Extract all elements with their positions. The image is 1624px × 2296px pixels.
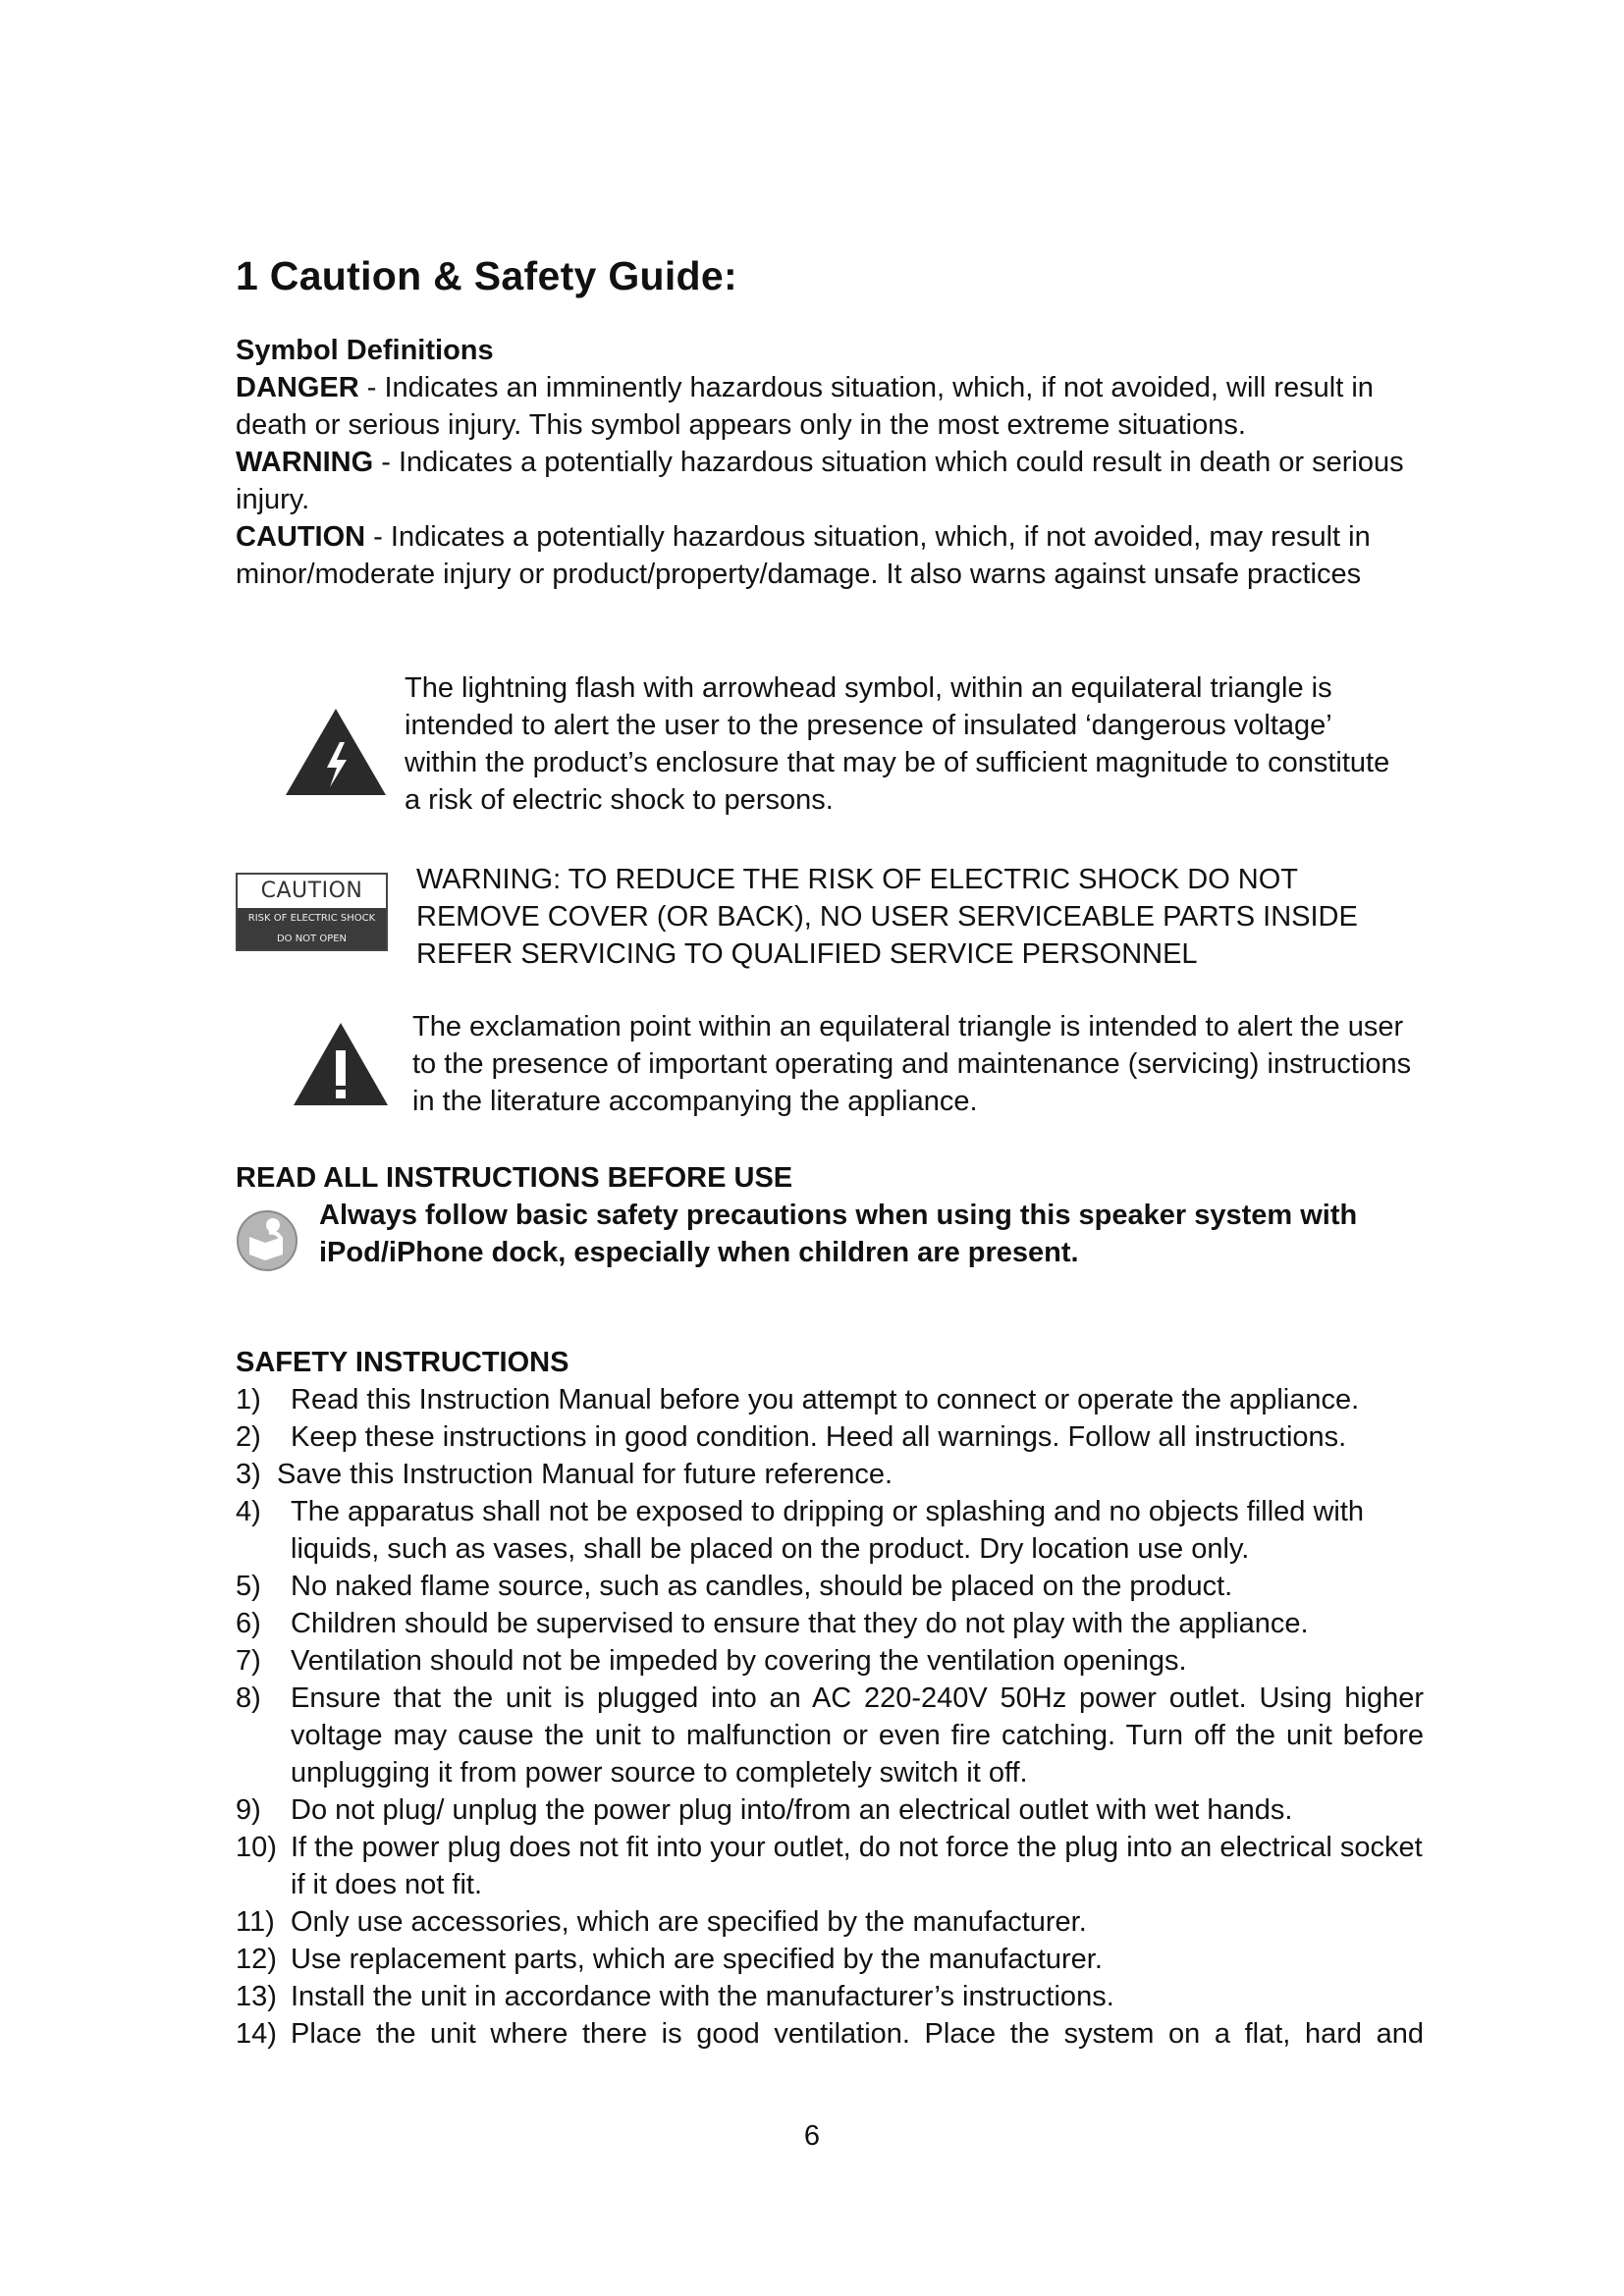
item-number: 8)	[236, 1682, 261, 1714]
item-number: 6)	[236, 1608, 261, 1639]
list-item	[236, 1493, 1424, 1568]
list-item	[236, 1680, 1424, 1791]
item-text: Read this Instruction Manual before you attempt to connect or operate the appliance.	[291, 1384, 1360, 1415]
caution-symbol-text: WARNING: TO REDUCE THE RISK OF ELECTRIC SHOCK DO NOT REMOVE COVER (OR BACK), NO USER SERVICEABLE PARTS INSIDE REFER SERVICING TO QUALIFIED SERVICE PERSONNEL	[416, 864, 1358, 970]
caution-text: - Indicates a potentially hazardous situation, which, if not avoided, may result in minor/moderate injury or product/property/damage. It also warns against unsafe practices	[236, 521, 1371, 590]
item-text: Use replacement parts, which are specified by the manufacturer.	[291, 1944, 1103, 1975]
item-text: Save this Instruction Manual for future reference.	[277, 1459, 893, 1490]
item-number: 3)	[236, 1459, 261, 1490]
danger-text: - Indicates an imminently hazardous situation, which, if not avoided, will result in death or serious injury. This symbol appears only in the most extreme situations.	[236, 372, 1374, 441]
caution-term: CAUTION	[236, 521, 366, 553]
item-text: Children should be supervised to ensure that they do not play with the appliance.	[291, 1608, 1309, 1639]
read-all-title: READ ALL INSTRUCTIONS BEFORE USE	[236, 1162, 793, 1194]
list-item	[236, 1642, 1424, 1680]
item-number: 1)	[236, 1384, 261, 1415]
page-title: 1 Caution & Safety Guide:	[236, 253, 737, 298]
symbol-definitions-title: Symbol Definitions	[236, 335, 494, 366]
item-text: If the power plug does not fit into your outlet, do not force the plug into an electrical socket if it does not fit.	[291, 1832, 1423, 1900]
read-manual-icon	[236, 1209, 298, 1272]
list-item	[236, 1381, 1424, 1418]
safety-instructions	[236, 1344, 1424, 2053]
item-number: 10)	[236, 1832, 277, 1863]
item-number: 5)	[236, 1571, 261, 1602]
item-text: Place the unit where there is good ventilation. Place the system on a flat, hard and	[291, 2018, 1424, 2050]
danger-term: DANGER	[236, 372, 359, 403]
item-number: 13)	[236, 1981, 277, 2012]
list-item	[236, 2015, 1424, 2053]
list-item	[236, 1605, 1424, 1642]
item-text: Only use accessories, which are specified by the manufacturer.	[291, 1906, 1087, 1938]
list-item	[236, 1829, 1424, 1903]
caution-label-risk: RISK OF ELECTRIC SHOCK	[238, 908, 386, 929]
item-text: No naked flame source, such as candles, should be placed on the product.	[291, 1571, 1233, 1602]
warning-term: WARNING	[236, 447, 374, 478]
list-item	[236, 1456, 1424, 1493]
read-all-text: Always follow basic safety precautions when using this speaker system with iPod/iPhone dock, especially when children are present.	[319, 1200, 1358, 1268]
caution-label-icon	[236, 873, 388, 951]
safety-title: SAFETY INSTRUCTIONS	[236, 1347, 569, 1378]
item-text: The apparatus shall not be exposed to dripping or splashing and no objects filled with liquids, such as vases, shall be placed on the product. Dry location use only.	[291, 1496, 1365, 1565]
exclamation-symbol-text: The exclamation point within an equilateral triangle is intended to alert the user to the presence of important operating and maintenance (servicing) instructions in the literature accompanying the appliance.	[412, 1011, 1412, 1117]
lightning-triangle-icon	[284, 707, 388, 797]
item-number: 7)	[236, 1645, 261, 1677]
item-text: Do not plug/ unplug the power plug into/from an electrical outlet with wet hands.	[291, 1794, 1293, 1826]
list-item	[236, 1791, 1424, 1829]
list-item	[236, 1903, 1424, 1941]
item-text: Install the unit in accordance with the manufacturer’s instructions.	[291, 1981, 1114, 2012]
list-item	[236, 1418, 1424, 1456]
lightning-symbol-text: The lightning flash with arrowhead symbol, within an equilateral triangle is intended to alert the user to the presence of insulated ‘dangerous voltage’ within the product’s enclosure that may be of sufficient magnitude to constitute a risk of electric shock to persons.	[405, 672, 1390, 816]
list-item	[236, 1978, 1424, 2015]
item-number: 11)	[236, 1906, 275, 1938]
item-text: Keep these instructions in good condition. Heed all warnings. Follow all instructions.	[291, 1421, 1347, 1453]
page-number: 6	[803, 2120, 821, 2152]
symbol-definitions	[236, 332, 1424, 593]
safety-list	[236, 1381, 1424, 2053]
item-number: 12)	[236, 1944, 277, 1975]
item-text: Ventilation should not be impeded by covering the ventilation openings.	[291, 1645, 1187, 1677]
item-number: 14)	[236, 2018, 277, 2050]
warning-definition	[236, 444, 1424, 518]
list-item	[236, 1941, 1424, 1978]
exclamation-triangle-icon	[292, 1021, 390, 1107]
caution-label-do-not-open: DO NOT OPEN	[238, 929, 386, 949]
caution-label-title: CAUTION	[260, 879, 363, 903]
item-number: 4)	[236, 1496, 261, 1527]
list-item	[236, 1568, 1424, 1605]
warning-text: - Indicates a potentially hazardous situation which could result in death or serious injury.	[236, 447, 1404, 515]
item-number: 9)	[236, 1794, 261, 1826]
danger-definition	[236, 369, 1424, 444]
item-text: Ensure that the unit is plugged into an AC 220-240V 50Hz power outlet. Using higher voltage may cause the unit to malfunction or even fire catching. Turn off the unit before unplugging it from power source to completely switch it off.	[291, 1682, 1424, 1789]
caution-definition	[236, 518, 1424, 593]
item-number: 2)	[236, 1421, 261, 1453]
